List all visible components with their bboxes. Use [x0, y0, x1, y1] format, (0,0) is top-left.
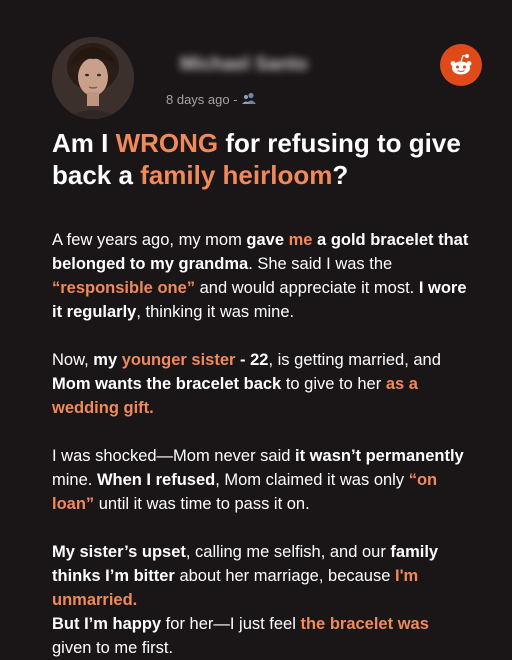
- paragraph-2: [52, 348, 472, 420]
- avatar[interactable]: [52, 37, 134, 119]
- username-blurred[interactable]: Michael Santo: [180, 54, 308, 75]
- highlight-text: me: [288, 231, 313, 249]
- paragraph-1: [52, 228, 472, 324]
- bold-text: My sister’s upset: [52, 543, 186, 561]
- text: about her marriage, because: [174, 567, 395, 585]
- text: given to me first.: [52, 639, 174, 657]
- reddit-logo-icon[interactable]: [440, 44, 482, 86]
- title-highlight-heirloom: family heirloom: [140, 160, 333, 190]
- text: . She said I was the: [248, 255, 393, 273]
- title-text: Am I: [52, 128, 116, 158]
- text: until it was time to pass it on.: [94, 495, 310, 513]
- text: , thinking it was mine.: [136, 303, 295, 321]
- highlight-text: “on loan”: [52, 471, 438, 513]
- bold-text: - 22: [235, 351, 269, 369]
- title-text: ?: [332, 160, 349, 190]
- bold-text: When I refused: [96, 471, 216, 489]
- bold-text: gave: [246, 231, 289, 249]
- text: , is getting married, and: [268, 351, 441, 369]
- text: , Mom claimed it was only: [215, 471, 409, 489]
- paragraph-3: [52, 444, 472, 516]
- text: for her—I just feel: [161, 615, 301, 633]
- post-time: 8 days ago -: [166, 92, 238, 107]
- post-body: [52, 228, 472, 660]
- highlight-text: younger sister: [121, 351, 236, 369]
- title-text: for refusing to give back a: [52, 128, 461, 190]
- highlight-text: “responsible one”: [52, 279, 196, 297]
- post-meta: [166, 92, 257, 107]
- text: I was shocked—Mom never said: [52, 447, 296, 465]
- text: Now,: [52, 351, 94, 369]
- bold-text: it wasn’t permanently: [295, 447, 464, 465]
- text: A few years ago, my mom: [52, 231, 247, 249]
- highlight-text: I'm unmarried.: [52, 567, 419, 609]
- bold-text: I wore it regularly: [52, 279, 467, 321]
- post-title: [52, 127, 472, 191]
- paragraph-4: [52, 540, 472, 612]
- highlight-text: as a wedding gift.: [52, 375, 418, 417]
- text: mine.: [52, 471, 97, 489]
- text: , calling me selfish, and our: [185, 543, 391, 561]
- highlight-text: the bracelet was: [300, 615, 429, 633]
- text: to give to her: [281, 375, 386, 393]
- bold-text: But I’m happy: [52, 615, 162, 633]
- bold-text: a gold bracelet that belonged to my grandma: [52, 231, 469, 273]
- bold-text: Mom wants the bracelet back: [52, 375, 282, 393]
- bold-text: family thinks I’m bitter: [52, 543, 439, 585]
- title-highlight-wrong: WRONG: [115, 128, 219, 158]
- text: and would appreciate it most.: [195, 279, 419, 297]
- friends-icon: [241, 92, 257, 107]
- paragraph-5: [52, 612, 472, 660]
- bold-text: my: [93, 351, 122, 369]
